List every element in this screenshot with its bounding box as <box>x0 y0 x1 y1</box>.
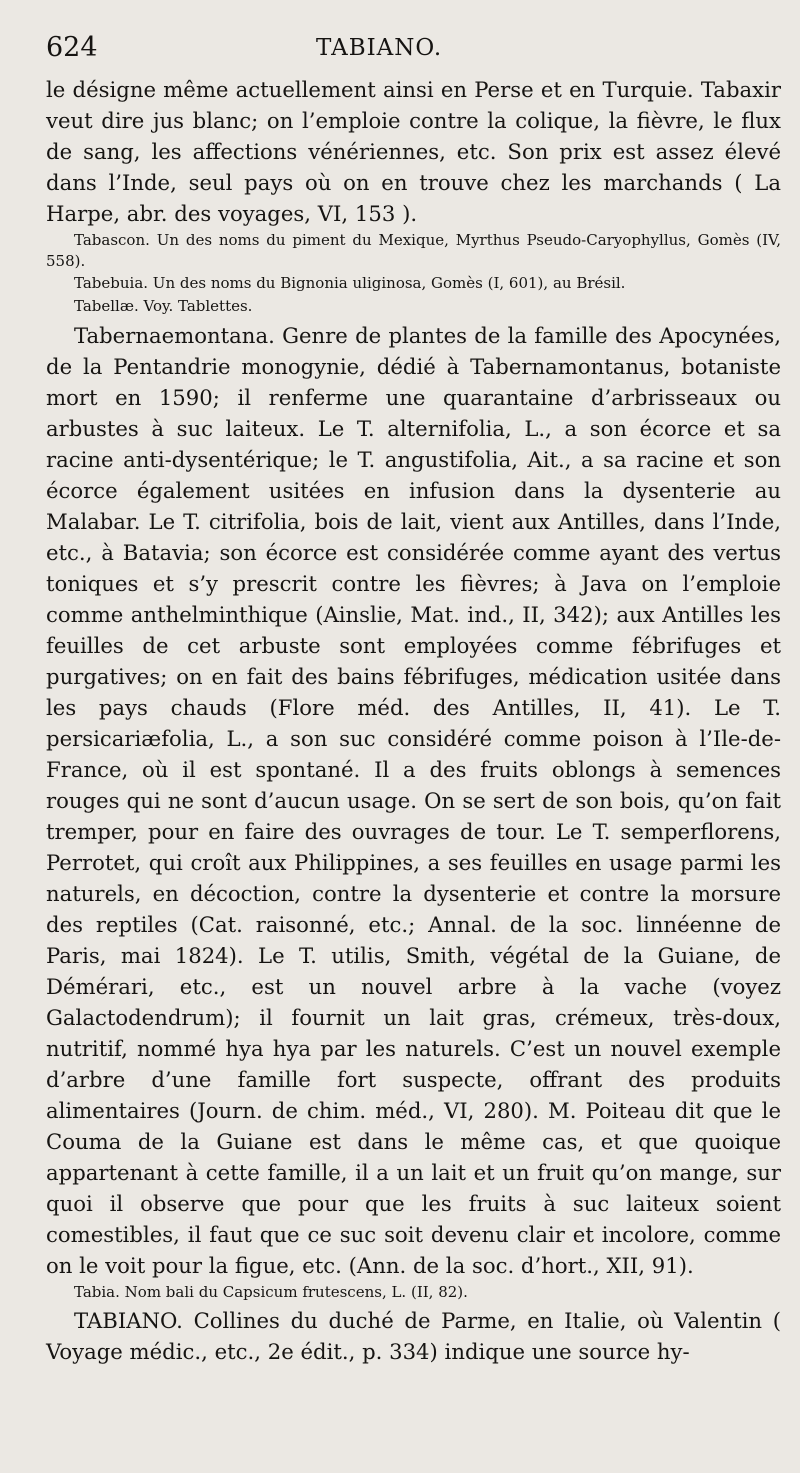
paragraph-tabaxir-continuation: le désigne même actuellement ainsi en Perse et en Turquie. Tabaxir veut dire jus blanc; on l’emploie contre la colique, la fièvre, le flux de sang, les affections vénériennes, etc. Son prix est assez élevé dans l’Inde, seul pays où on en trouve chez les marchands ( La Harpe, abr. des voyages, VI, 153 ). <box>46 77 781 226</box>
entry-tabernaemontana: Tabernaemontana. Genre de plantes de la famille des Apocynées, de la Pentandrie monogynie, dédié à Tabernamontanus, botaniste mort en 1590; il renferme une quarantaine d’arbrisseaux ou arbustes à suc laiteux. Le T. alternifolia, L., a son écorce et sa racine anti-dysentérique; le T. angustifolia, Ait., a sa racine et son écorce également usitées en infusion dans la dysenterie au Malabar. Le T. citrifolia, bois de lait, vient aux Antilles, dans l’Inde, etc., à Batavia; son écorce est considérée comme ayant des vertus toniques et s’y prescrit contre les fièvres; à Java on l’emploie comme anthelminthique (Ainslie, Mat. ind., II, 342); aux Antilles les feuilles de cet arbuste sont employées comme fébrifuges et purgatives; on en fait des bains fébrifuges, médication usitée dans les pays chauds (Flore méd. des Antilles, II, 41). Le T. persicariæfolia, L., a son suc considéré comme poison à l’Ile-de-France, où il est spontané. Il a des fruits oblongs à semences rouges qui ne sont d’aucun usage. On se sert de son bois, qu’on fait tremper, pour en faire des ouvrages de tour. Le T. semperflorens, Perrotet, qui croît aux Philippines, a ses feuilles en usage parmi les naturels, en décoction, contre la dysenterie et contre la morsure des reptiles (Cat. raisonné, etc.; Annal. de la soc. linnéenne de Paris, mai 1824). Le T. utilis, Smith, végétal de la Guiane, de Démérari, etc., est un nouvel arbre à la vache (voyez Galactodendrum); il fournit un lait gras, crémeux, très-doux, nutritif, nommé hya hya par les naturels. C’est un nouvel exemple d’arbre d’une famille fort suspecte, offrant des produits alimentaires (Journ. de chim. méd., VI, 280). M. Poiteau dit que le Couma de la Guiane est dans le même cas, et que quoique appartenant à cette famille, il a un lait et un fruit qu’on mange, sur quoi il observe que pour que les fruits à suc laiteux soient comestibles, il faut que ce suc soit devenu clair et incolore, comme on le voit pour la figue, etc. (Ann. de la soc. d’hort., XII, 91). <box>46 323 781 1278</box>
entry-tabiano: TABIANO. Collines du duché de Parme, en Italie, où Valentin ( Voyage médic., etc., 2e édit., p. 334) indique une source hy- <box>46 1307 781 1364</box>
entry-tabascon: Tabascon. Un des noms du piment du Mexique, Myrthus Pseudo-Caryophyllus, Gomès (IV, 558). <box>46 231 781 270</box>
page-header <box>46 32 754 72</box>
page-number: 624 <box>46 32 98 63</box>
entry-tabebuia: Tabebuia. Un des noms du Bignonia uliginosa, Gomès (I, 601), au Brésil. <box>74 274 626 292</box>
running-title: TABIANO. <box>316 35 443 61</box>
page-body <box>46 74 781 1367</box>
entry-tabia: Tabia. Nom bali du Capsicum frutescens, L. (II, 82). <box>74 1283 468 1301</box>
entry-tabellae: Tabellæ. Voy. Tablettes. <box>74 296 253 315</box>
